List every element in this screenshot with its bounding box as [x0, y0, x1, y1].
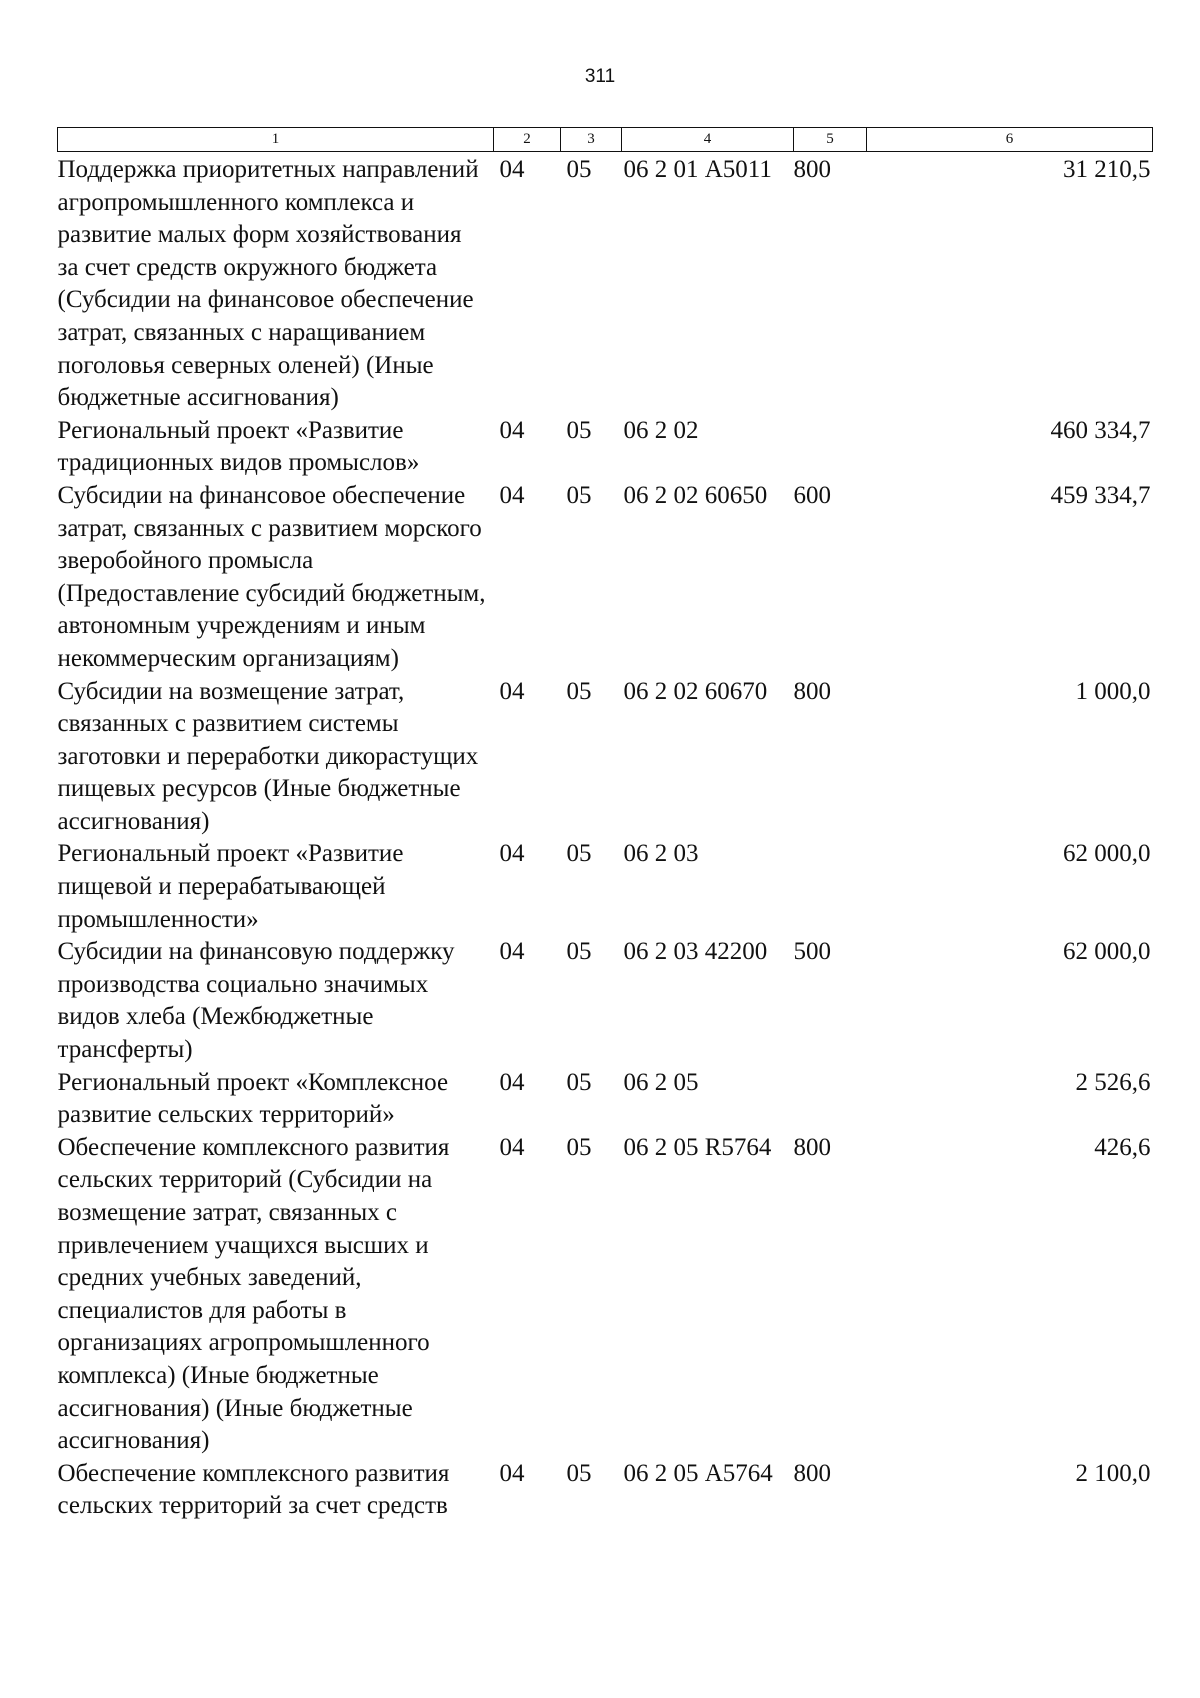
- header-col-5: 5: [794, 128, 867, 152]
- row-name: Поддержка приоритетных направлений агропромышленного комплекса и развитие малых форм хозяйствования за счет средств окружного бюджета (Субсидии на финансовое обеспечение затрат, связанных с наращиванием поголовья северных оленей) (Иные бюджетные ассигнования): [57, 156, 479, 412]
- table-row: [58, 480, 1153, 676]
- row-expense-type: [794, 1067, 867, 1132]
- row-subsection: 05: [566, 156, 592, 183]
- row-target-item: 06 2 03 42200: [623, 938, 768, 966]
- table-row: [58, 1458, 1153, 1523]
- row-amount: 460 334,7: [1050, 416, 1151, 444]
- row-name: Региональный проект «Развитие пищевой и перерабатывающей промышленности»: [57, 840, 404, 933]
- row-target-item: 06 2 02: [623, 416, 699, 444]
- table-row: [58, 152, 1153, 415]
- row-target-item: 06 2 01 А5011: [623, 156, 772, 183]
- table-row: [58, 936, 1153, 1066]
- row-section: 04: [499, 481, 525, 509]
- row-name: Субсидии на возмещение затрат, связанных с развитием системы заготовки и переработки дикорастущих пищевых ресурсов (Иные бюджетные ассигнования): [57, 677, 479, 835]
- row-expense-type: 500: [793, 938, 831, 966]
- row-target-item: 06 2 05 R5764: [623, 1133, 772, 1161]
- row-name: Региональный проект «Развитие традиционных видов промыслов»: [57, 416, 420, 477]
- table-row: [58, 838, 1153, 936]
- header-col-3: 3: [561, 128, 622, 152]
- row-section: 04: [499, 677, 525, 705]
- table-row: [58, 676, 1153, 839]
- row-amount: 2 100,0: [1075, 1459, 1151, 1487]
- row-target-item: 06 2 05: [623, 1068, 699, 1096]
- row-subsection: 05: [566, 677, 592, 705]
- row-section: 04: [499, 416, 525, 444]
- row-expense-type: 800: [793, 1459, 831, 1487]
- row-amount: 2 526,6: [1075, 1068, 1151, 1096]
- header-col-4: 4: [622, 128, 794, 152]
- page-number: 311: [584, 66, 616, 87]
- row-section: 04: [499, 1133, 525, 1161]
- row-section: 04: [499, 1459, 525, 1487]
- row-amount: 1 000,0: [1075, 677, 1151, 705]
- row-name: Субсидии на финансовое обеспечение затрат, связанных с развитием морского зверобойного промысла (Предоставление субсидий бюджетным, автономным учреждениям и иным некоммерческим организациям): [57, 481, 486, 672]
- row-target-item: 06 2 03: [623, 840, 699, 868]
- row-subsection: 05: [566, 1459, 592, 1487]
- row-section: 04: [499, 156, 525, 183]
- header-col-2: 2: [494, 128, 561, 152]
- row-target-item: 06 2 02 60650: [623, 481, 768, 509]
- row-section: 04: [499, 840, 525, 868]
- row-target-item: 06 2 02 60670: [623, 677, 768, 705]
- header-col-1: 1: [58, 128, 494, 152]
- row-name: Субсидии на финансовую поддержку производства социально значимых видов хлеба (Межбюджетные трансферты): [57, 938, 455, 1064]
- header-col-6: 6: [867, 128, 1153, 152]
- row-amount: 459 334,7: [1050, 481, 1151, 509]
- row-subsection: 05: [566, 1068, 592, 1096]
- row-subsection: 05: [566, 938, 592, 966]
- row-subsection: 05: [566, 840, 592, 868]
- row-expense-type: 800: [793, 677, 831, 705]
- row-name: Обеспечение комплексного развития сельских территорий (Субсидии на возмещение затрат, связанных с привлечением учащихся высших и средних учебных заведений, специалистов для работы в организациях агропромышленного комплекса) (Иные бюджетные ассигнования) (Иные бюджетные ассигнования): [57, 1133, 450, 1455]
- table-row: [58, 415, 1153, 480]
- row-name: Обеспечение комплексного развития сельских территорий за счет средств: [57, 1459, 450, 1520]
- row-amount: 62 000,0: [1063, 840, 1151, 868]
- row-expense-type: 800: [793, 1133, 831, 1161]
- row-subsection: 05: [566, 481, 592, 509]
- table-row: [58, 1067, 1153, 1132]
- row-expense-type: 600: [793, 481, 831, 509]
- row-section: 04: [499, 1068, 525, 1096]
- row-expense-type: [794, 415, 867, 480]
- row-section: 04: [499, 938, 525, 966]
- row-target-item: 06 2 05 А5764: [623, 1459, 773, 1487]
- row-amount: 426,6: [1094, 1133, 1151, 1161]
- budget-table: [57, 127, 1153, 1523]
- row-amount: 62 000,0: [1063, 938, 1151, 966]
- row-name: Региональный проект «Комплексное развитие сельских территорий»: [57, 1068, 449, 1129]
- row-expense-type: 800: [793, 156, 831, 183]
- table-row: [58, 1132, 1153, 1458]
- row-subsection: 05: [566, 1133, 592, 1161]
- row-subsection: 05: [566, 416, 592, 444]
- row-amount: 31 210,5: [1063, 156, 1151, 183]
- row-expense-type: [794, 838, 867, 936]
- header-row: [58, 128, 1153, 152]
